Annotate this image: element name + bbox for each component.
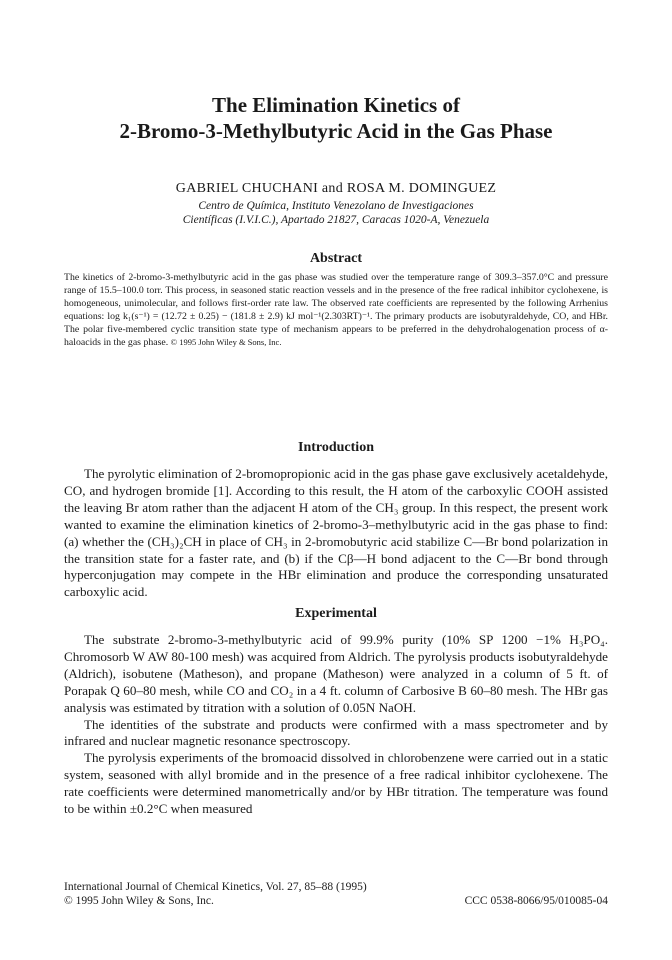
footer-row: [64, 894, 608, 908]
footer-copyright: © 1995 John Wiley & Sons, Inc.: [64, 895, 214, 907]
affiliation-line-1: Centro de Química, Instituto Venezolano de Investigaciones: [198, 200, 474, 212]
introduction-section: [64, 466, 608, 601]
experimental-paragraph-3: The pyrolysis experiments of the bromoacid dissolved in chlorobenzene were carried out in a static system, seasoned with allyl bromide and in the presence of a free radical inhibitor cyclohexene. The rate coefficients were determined manometrically and/or by HBr titration. The temperature was found to be within ±0.2°C when measured: [64, 750, 608, 817]
abstract-copyright: © 1995 John Wiley & Sons, Inc.: [170, 337, 282, 347]
title-line-2: 2-Bromo-3-Methylbutyric Acid in the Gas Phase: [119, 119, 553, 143]
abstract-heading: Abstract: [309, 251, 363, 266]
title-line-1: The Elimination Kinetics of: [212, 93, 460, 117]
abstract-text: [64, 271, 608, 349]
abstract-body: The kinetics of 2-bromo-3-methylbutyric acid in the gas phase was studied over the temperature range of 309.3–357.0°C and pressure range of 15.5–100.0 torr. This process, in seasoned static reaction vessels and in the presence of the free radical inhibitor cyclohexene, is homogeneous, unimolecular, and follows first-order rate law. The observed rate coefficients are represented by the following Arrhenius equations: log k₁(s⁻¹) = (12.72 ± 0.25) − (181.8 ± 2.9) kJ mol⁻¹(2.303RT)⁻¹. The primary products are isobutyraldehyde, CO, and HBr. The polar five-membered cyclic transition state type of mechanism appears to be preferred in the dehydrohalogenation process of α-haloacids in the gas phase.: [64, 272, 608, 348]
experimental-paragraph-2: The identities of the substrate and products were confirmed with a mass spectrometer and by infrared and nuclear magnetic resonance spectroscopy.: [64, 716, 608, 749]
footer-journal: International Journal of Chemical Kinetics, Vol. 27, 85–88 (1995): [64, 881, 367, 893]
experimental-section: [64, 632, 608, 818]
introduction-paragraph: The pyrolytic elimination of 2-bromopropionic acid in the gas phase gave exclusively acetaldehyde, CO, and hydrogen bromide [1]. According to this result, the H atom of the carboxylic COOH assisted the leaving Br atom rather than the adjacent H atom of the CH₃ group. In this respect, the present work wanted to examine the elimination kinetics of 2-bromo-3–methylbutyric acid in the gas phase to find: (a) whether the (CH₃)₂CH in place of CH₃ in 2-bromobutyric acid stabilize C—Br bond polarization in the transition state for a faster rate, and (b) if the Cβ—H bond adjacent to the C—Br bond through hyperconjugation may compete in the HBr elimination and produce the corresponding unsaturated carboxylic acid.: [64, 466, 608, 600]
footer-ccc-code: CCC 0538-8066/95/010085-04: [464, 895, 608, 907]
affiliation: [40, 199, 632, 227]
page-footer: [64, 880, 608, 908]
experimental-heading: Experimental: [295, 606, 377, 621]
introduction-heading: Introduction: [298, 440, 374, 455]
affiliation-line-2: Científicas (I.V.I.C.), Apartado 21827, Caracas 1020-A, Venezuela: [182, 214, 490, 226]
author-list: GABRIEL CHUCHANI and ROSA M. DOMINGUEZ: [175, 181, 497, 196]
experimental-paragraph-1: The substrate 2-bromo-3-methylbutyric acid of 99.9% purity (10% SP 1200 −1% H₃PO₄. Chromosorb W AW 80-100 mesh) was acquired from Aldrich. The pyrolysis products isobutyraldehyde (Aldrich), isobutene (Matheson), and propane (Matheson) were analyzed in a column of 5 ft. of Porapak Q 60–80 mesh, while CO and CO₂ in a 4 ft. column of Carbosive B 60–80 mesh. The HBr gas analysis was estimated by titration with a solution of 0.05N NaOH.: [64, 632, 608, 715]
paper-title: [40, 92, 632, 144]
